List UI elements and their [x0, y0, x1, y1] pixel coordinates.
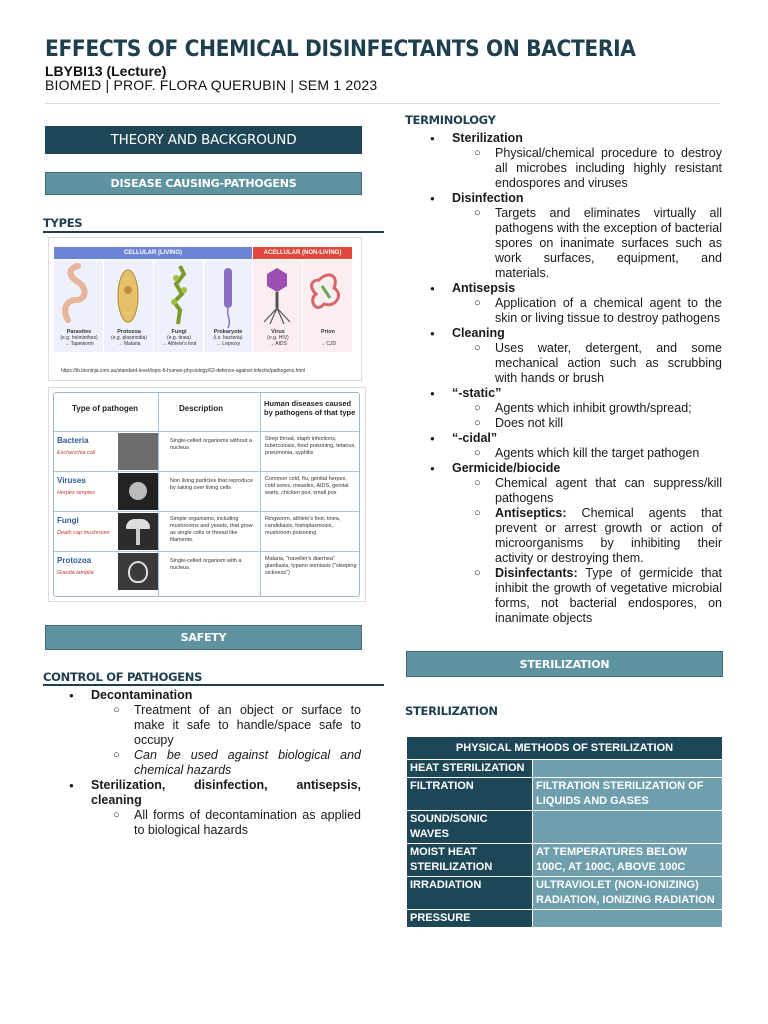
table-row: Viruses Herpes simplex Non living particles that reproduce by taking over living cells Common cold, flu, genital herpes, cold sores, measles, AIDS, genital warts, chicken pox, small pox [54, 471, 359, 512]
list-item: ○ Uses water, detergent, and some mechanical action such as scrubbing with hands or brush [404, 341, 722, 386]
list-item: ○ Does not kill [404, 416, 722, 431]
pathogen-types-figure: CELLULAR (LIVING) ACELLULAR (NON-LIVING) Parasites (e.g. helminthes) → Tapeworm Protozoa (e.g. plasmodia) → Malaria Fungi (e.g. tinea) → Athlete's foot Prokaryote (i.e. bacteria) → Leprosy Virus (e.g. HIV) → AIDS Prion → CJD https://ib.bioninja.com.au/standard-level/topic-6-human-physiology/63-defence-against-infectio/pathogens.html [48, 237, 362, 381]
terminology-heading: TERMINOLOGY [405, 113, 496, 127]
table-row: IRRADIATION ULTRAVIOLET (NON-IONIZING) RADIATION, IONIZING RADIATION [407, 877, 723, 910]
table-header: PHYSICAL METHODS OF STERILIZATION [407, 737, 723, 760]
table-row: Bacteria Escherichia coli Single-celled organisms without a nucleus Strep throat, staph infections, tuberculosis, food poisoning, tetanus, pneumonia, syphilis [54, 431, 359, 472]
list-item: ● Germicide/biocide [404, 461, 722, 476]
physical-methods-table [406, 736, 723, 928]
pathogen-table-figure [48, 387, 366, 602]
course-code: LBYBI13 (Lecture) [45, 63, 167, 79]
acellular-header: ACELLULAR (NON-LIVING) [253, 247, 352, 259]
control-list [43, 688, 361, 838]
virus-icon [267, 268, 287, 292]
list-item: ○ Can be used against biological and chemical hazards [43, 748, 361, 778]
list-item: ○ All forms of decontamination as applied to biological hazards [43, 808, 361, 838]
table-row: PRESSURE [407, 910, 723, 928]
list-item: ● “-static” [404, 386, 722, 401]
col-disease-header: Human diseases caused by pathogens of that type [264, 399, 356, 417]
list-item: ○ Treatment of an object or surface to make it safe to handle/space safe to occupy [43, 703, 361, 748]
theory-section-bar: THEORY AND BACKGROUND [45, 126, 362, 154]
list-item: ○ Disinfectants: Type of germicide that inhibit the growth of vegetative microbial forms, not bacterial endospores, on inanimate objects [404, 566, 722, 626]
table-row: FILTRATION FILTRATION STERILIZATION OF LIQUIDS AND GASES [407, 778, 723, 811]
table-row: Fungi Death cap mushroom Simple organisms, including mushrooms and yeasts, that grow as single cells or thread like filaments. Ringworm, athlete's foot, tinea, candidiasis, histoplasmosis, mushroom poisoning [54, 511, 359, 552]
col-desc-header: Description [179, 404, 224, 413]
terminology-list [404, 131, 722, 626]
pathogens-section-bar: DISEASE CAUSING-PATHOGENS [45, 172, 362, 195]
fungi-icon [174, 266, 184, 324]
figure-source-url: https://ib.bioninja.com.au/standard-level/topic-6-human-physiology/63-defence-against-infectio/pathogens.html [61, 368, 306, 374]
list-item: ● Sterilization [404, 131, 722, 146]
list-item: ○ Agents which kill the target pathogen [404, 446, 722, 461]
sterilization-section-bar: STERILIZATION [406, 651, 723, 677]
types-heading: TYPES [43, 216, 83, 230]
list-item: ● Sterilization, disinfection, antisepsis, cleaning [43, 778, 361, 808]
protozoa-icon [118, 270, 138, 322]
list-item: ○ Targets and eliminates virtually all pathogens with the exception of bacterial spores on inanimate surfaces such as work surfaces, equipment, and materials. [404, 206, 722, 281]
list-item: ● “-cidal” [404, 431, 722, 446]
list-item: ● Decontamination [43, 688, 361, 703]
control-underline [43, 684, 384, 686]
list-item: ○ Chemical agent that can suppress/kill pathogens [404, 476, 722, 506]
sterilization-heading: STERILIZATION [405, 704, 498, 718]
table-row: MOIST HEAT STERILIZATION AT TEMPERATURES BELOW 100C, AT 100C, ABOVE 100C [407, 844, 723, 877]
safety-section-bar: SAFETY [45, 625, 362, 650]
list-item: ○ Application of a chemical agent to the skin or living tissue to destroy pathogens [404, 296, 722, 326]
table-row: SOUND/SONIC WAVES [407, 811, 723, 844]
document-title: EFFECTS OF CHEMICAL DISINFECTANTS ON BACTERIA [45, 37, 636, 62]
col-type-header: Type of pathogen [72, 404, 139, 413]
course-meta: BIOMED | PROF. FLORA QUERUBIN | SEM 1 2023 [45, 77, 378, 93]
table-row: HEAT STERILIZATION [407, 760, 723, 778]
list-item: ○ Agents which inhibit growth/spread; [404, 401, 722, 416]
cellular-header: CELLULAR (LIVING) [54, 247, 252, 259]
bacteria-icon [224, 268, 232, 308]
list-item: ● Cleaning [404, 326, 722, 341]
header-divider [45, 103, 720, 104]
types-underline [43, 231, 384, 233]
list-item: ○ Antiseptics: Chemical agents that prevent or arrest growth or action of microorganisms by inhibiting their activity or destroying them. [404, 506, 722, 566]
list-item: ● Antisepsis [404, 281, 722, 296]
list-item: ● Disinfection [404, 191, 722, 206]
table-row: Protozoa Giardia lamblia Single-celled organism with a nucleus. Malaria, "traveller's diarrhea" giardiasis, typano somiasis ("sleeping sickness") [54, 551, 359, 596]
pathogen-illustrations [54, 260, 352, 330]
list-item: ○ Physical/chemical procedure to destroy all microbes including highly resistant endospores and viruses [404, 146, 722, 191]
control-heading: CONTROL OF PATHOGENS [43, 670, 203, 684]
worm-icon [65, 266, 84, 320]
